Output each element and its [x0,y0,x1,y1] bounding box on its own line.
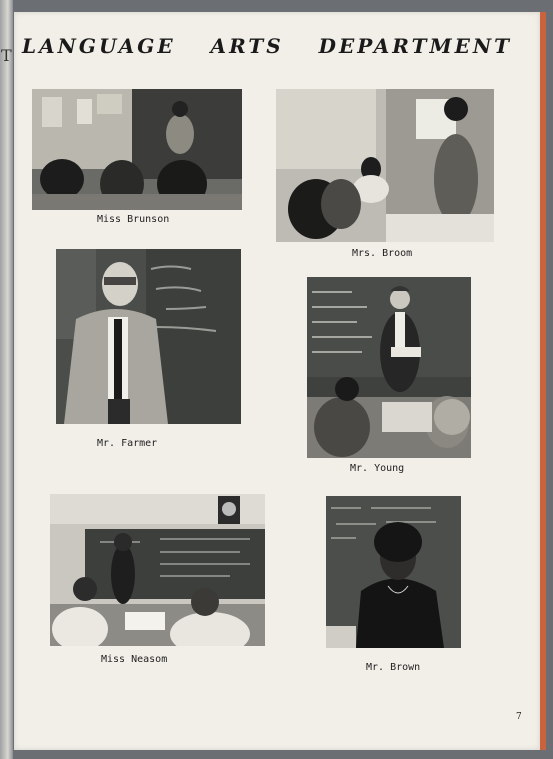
photo-mr-farmer [56,249,241,424]
page-edge-strip [540,12,546,750]
title-word-language: LANGUAGE [22,34,176,58]
title-word-department: DEPARTMENT [318,34,512,58]
teacher-portrait-photo-6 [326,496,461,648]
caption-mrs-broom: Mrs. Broom [352,248,413,259]
photo-miss-brunson [32,89,242,210]
book-binding [0,0,13,759]
binding-edge-glyph: T [1,46,12,65]
caption-miss-brunson: Miss Brunson [97,214,170,225]
page-number: 7 [516,712,522,722]
classroom-photo-1 [32,89,242,210]
teacher-portrait-photo-3 [56,249,241,424]
classroom-photo-2 [276,89,494,242]
photo-mrs-broom [276,89,494,242]
photo-mr-brown [326,496,461,648]
page-title [22,34,512,58]
title-word-arts: ARTS [210,34,284,58]
caption-mr-brown: Mr. Brown [366,662,421,673]
classroom-photo-4 [307,277,471,458]
caption-miss-neasom: Miss Neasom [101,654,168,665]
photo-miss-neasom [50,494,265,646]
caption-mr-farmer: Mr. Farmer [97,438,158,449]
photo-mr-young [307,277,471,458]
classroom-photo-5 [50,494,265,646]
caption-mr-young: Mr. Young [350,463,405,474]
